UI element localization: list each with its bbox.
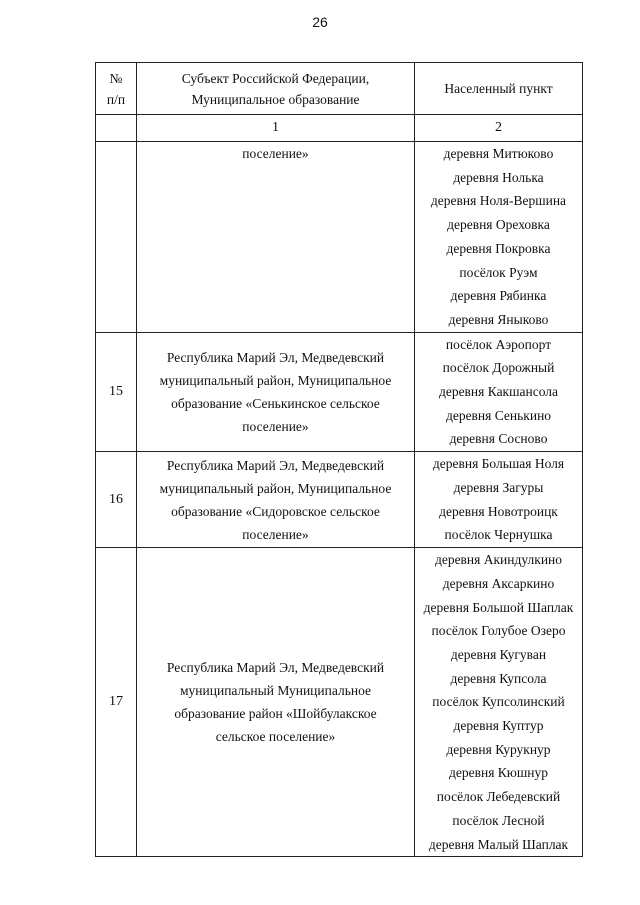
settlement-item: деревня Рябинка (450, 288, 547, 304)
subject-line: муниципальный Муниципальное (180, 683, 371, 699)
table-row (96, 332, 583, 452)
row-settlements (415, 548, 583, 857)
settlement-item: посёлок Лебедевский (436, 789, 561, 805)
settlement-item: деревня Куптур (453, 718, 544, 734)
settlement-item: посёлок Руэм (459, 264, 538, 280)
subject-line: Республика Марий Эл, Медведевский (166, 457, 385, 473)
header-number-line2: п/п (106, 91, 126, 107)
settlement-item: деревня Сенькино (445, 407, 552, 423)
subject-line: поселение» (242, 418, 309, 434)
settlement-item: деревня Большая Ноля (432, 456, 565, 472)
header-number-line1: № (109, 70, 123, 86)
row-number: 15 (96, 332, 137, 452)
row-number: 16 (96, 452, 137, 548)
column-index-0 (96, 115, 137, 142)
row-subject (137, 332, 415, 452)
settlement-item: деревня Ноля-Вершина (430, 193, 567, 209)
subject-line: муниципальный район, Муниципальное (159, 372, 392, 388)
header-settlement-label: Населенный пункт (444, 81, 553, 96)
table-header-row (96, 63, 583, 115)
settlement-item: посёлок Купсолинский (432, 694, 565, 710)
subject-line: образование район «Шойбулакское (174, 706, 377, 722)
settlement-item: посёлок Голубое Озеро (431, 623, 566, 639)
header-subject-line2: Муниципальное образование (191, 91, 360, 107)
settlement-item: деревня Большой Шаплак (423, 599, 574, 615)
table-row (96, 452, 583, 548)
subject-line: муниципальный район, Муниципальное (159, 480, 392, 496)
settlement-item: деревня Кугуван (450, 646, 547, 662)
settlement-item: деревня Нолька (453, 169, 544, 185)
settlement-item: деревня Покровка (446, 240, 551, 256)
row-number (96, 142, 137, 333)
settlement-item: деревня Новотроицк (439, 503, 558, 519)
subject-line: поселение» (242, 146, 309, 161)
subject-line: Республика Марий Эл, Медведевский (166, 660, 385, 676)
settlement-item: деревня Курукнур (446, 741, 551, 757)
subject-line: образование «Сенькинское сельское (171, 395, 380, 411)
table-row (96, 142, 583, 333)
row-subject (137, 142, 415, 333)
settlement-item: посёлок Лесной (452, 812, 545, 828)
subject-line: сельское поселение» (215, 729, 336, 745)
column-index-1: 1 (137, 115, 415, 142)
row-number: 17 (96, 548, 137, 857)
header-subject (137, 63, 415, 115)
row-settlements (415, 332, 583, 452)
row-settlements (415, 452, 583, 548)
settlement-item: деревня Какшансола (438, 384, 559, 400)
settlement-item: посёлок Чернушка (444, 527, 553, 543)
row-subject (137, 452, 415, 548)
header-subject-line1: Субъект Российской Федерации, (181, 70, 370, 86)
table-row (96, 548, 583, 857)
settlement-item: деревня Акиндулкино (434, 552, 563, 568)
header-number (96, 63, 137, 115)
settlements-table (95, 62, 583, 857)
settlement-item: деревня Сосново (449, 431, 548, 447)
column-index-row (96, 115, 583, 142)
column-index-2: 2 (415, 115, 583, 142)
settlement-item: деревня Митюково (443, 146, 554, 161)
settlement-item: деревня Аксаркино (442, 575, 555, 591)
settlement-item: деревня Загуры (453, 479, 544, 495)
settlement-item: деревня Купсола (450, 670, 547, 686)
row-subject (137, 548, 415, 857)
row-settlements (415, 142, 583, 333)
subject-line: поселение» (242, 526, 309, 542)
settlement-item: деревня Ореховка (447, 217, 550, 233)
subject-line: Республика Марий Эл, Медведевский (166, 349, 385, 365)
settlement-item: деревня Яныково (448, 311, 549, 327)
settlement-item: посёлок Аэропорт (445, 336, 552, 352)
subject-line: образование «Сидоровское сельское (171, 503, 380, 519)
settlement-item: деревня Малый Шаплак (428, 836, 569, 852)
settlement-item: посёлок Дорожный (442, 360, 555, 376)
settlement-item: деревня Кюшнур (449, 765, 548, 781)
header-settlement (415, 63, 583, 115)
page-number: 26 (312, 14, 328, 30)
